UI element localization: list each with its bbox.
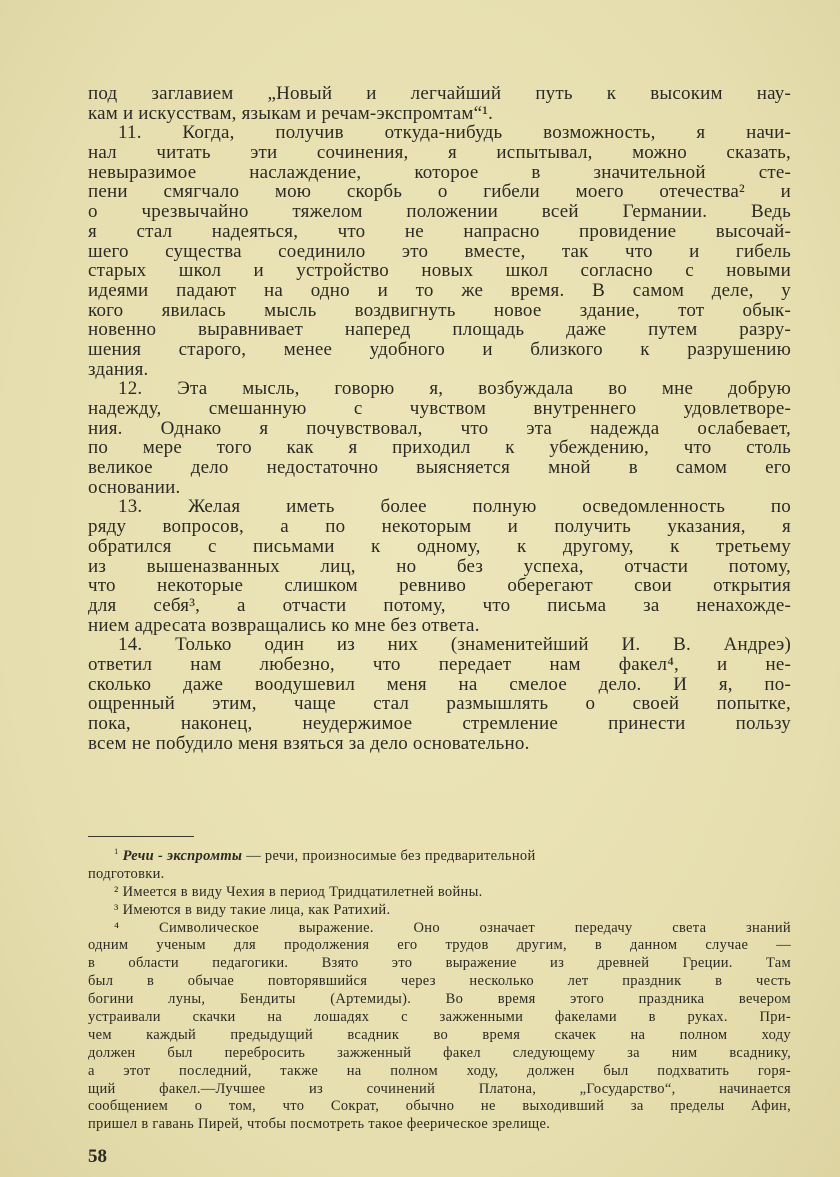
footnote-line: богини луны, Бендиты (Артемиды). Во время этого праздника вечером — [88, 991, 791, 1008]
text-line: я стал надеяться, что не напрасно провидение высочай- — [88, 220, 791, 242]
text-line: сколько даже воодушевил меня на смелое дело. И я, по- — [88, 673, 791, 695]
page-number: 58 — [88, 1146, 107, 1167]
footnote-line: а этот последний, также на полном ходу, должен был подхватить горя- — [88, 1062, 791, 1079]
text-line: из вышеназванных лиц, но без успеха, отчасти потому, — [88, 555, 791, 577]
text-line: идеями падают на одно и то же время. В самом деле, у — [88, 279, 791, 301]
text-line: ряду вопросов, а по некоторым и получить указания, я — [88, 516, 791, 538]
footnote-line: устраивали скачки на лошадях с зажженными факелами в руках. При- — [88, 1009, 791, 1026]
text-line: что некоторые слишком ревниво оберегают свои открытия — [88, 575, 791, 597]
footnote-line: должен был перебросить зажженный факел следующему за ним всаднику, — [88, 1044, 791, 1061]
text-line: по мере того как я приходил к убеждению, что столь — [88, 437, 791, 459]
main-text — [88, 84, 791, 753]
text-line: новенно выравнивает наперед площадь даже путем разру- — [88, 319, 791, 341]
footnote-line: ³ Имеются в виду такие лица, как Ратихий. — [114, 901, 391, 918]
text-line: обратился с письмами к одному, к другому, к третьему — [88, 535, 791, 557]
text-line: основании. — [88, 476, 181, 498]
text-line: шения старого, менее удобного и близкого к разрушению — [88, 338, 791, 360]
footnotes — [88, 848, 791, 1134]
text-line: великое дело недостаточно выясняется мной в самом его — [88, 457, 791, 479]
footnote-divider — [88, 836, 194, 837]
text-line: нием адресата возвращались ко мне без ответа. — [88, 614, 480, 636]
footnote-line: ² Имеется в виду Чехия в период Тридцатилетней войны. — [114, 883, 483, 900]
text-line: нал читать эти сочинения, я испытывал, можно сказать, — [88, 142, 791, 164]
text-line: для себя³, а отчасти потому, что письма за ненахожде- — [88, 594, 791, 616]
text-line: шего существа соединило это вместе, так что и гибель — [88, 240, 791, 262]
text-line: кам и искусствам, языкам и речам-экспромтам“¹. — [88, 102, 494, 124]
text-line: 13. Желая иметь более полную осведомленность по — [118, 496, 791, 518]
footnote-line: ⁴ Символическое выражение. Оно означает передачу света знаний — [114, 919, 791, 936]
footnote-line: сообщением о том, что Сократ, обычно не выходивший за пределы Афин, — [88, 1098, 791, 1115]
text-line: невыразимое наслаждение, которое в значительной сте- — [88, 161, 791, 183]
text-line: 12. Эта мысль, говорю я, возбуждала во мне добрую — [118, 378, 791, 400]
footnote-line: пришел в гавань Пирей, чтобы посмотреть такое феерическое зрелище. — [88, 1116, 551, 1133]
text-line: ощренный этим, чаще стал размышлять о своей попытке, — [88, 693, 791, 715]
text-line: пока, наконец, неудержимое стремление принести пользу — [88, 713, 791, 734]
text-line: ния. Однако я почувствовал, что эта надежда ослабевает, — [88, 417, 791, 439]
text-line: старых школ и устройство новых школ согласно с новыми — [88, 260, 791, 282]
footnote-line: щий факел.—Лучшее из сочинений Платона, „Государство“, начинается — [88, 1080, 791, 1097]
text-line: 14. Только один из них (знаменитейший И. В. Андреэ) — [118, 634, 791, 656]
footnote-line: в области педагогики. Взято это выражение из древней Греции. Там — [88, 955, 791, 972]
text-line: под заглавием „Новый и легчайший путь к высоким нау- — [88, 83, 791, 104]
footnote-line: одним ученым для продолжения его трудов другим, в данном случае — — [88, 937, 791, 954]
text-line: надежду, смешанную с чувством внутреннего удовлетворе- — [88, 398, 791, 419]
text-line: здания. — [88, 358, 149, 380]
text-line: о чрезвычайно тяжелом положении всей Германии. Ведь — [88, 201, 791, 223]
footnote-1: $^1$ Речи - экспромты — речи, произносимые без предварительной — [114, 846, 536, 864]
text-line: пени смягчало мою скорбь о гибели моего отечества² и — [88, 181, 791, 203]
footnote-line: подготовки. — [88, 865, 165, 882]
footnote-line: чем каждый предыдущий всадник во время скачек на полном ходу — [88, 1026, 791, 1043]
footnote-line: был в обычае повторявшийся через несколько лет праздник в честь — [88, 973, 791, 990]
text-line: 11. Когда, получив откуда-нибудь возможность, я начи- — [118, 122, 791, 144]
text-line: ответил нам любезно, что передает нам факел⁴, и не- — [88, 653, 791, 675]
text-line: кого явилась мысль воздвигнуть новое здание, тот обык- — [88, 299, 791, 321]
text-line: всем не побудило меня взяться за дело основательно. — [88, 732, 530, 754]
